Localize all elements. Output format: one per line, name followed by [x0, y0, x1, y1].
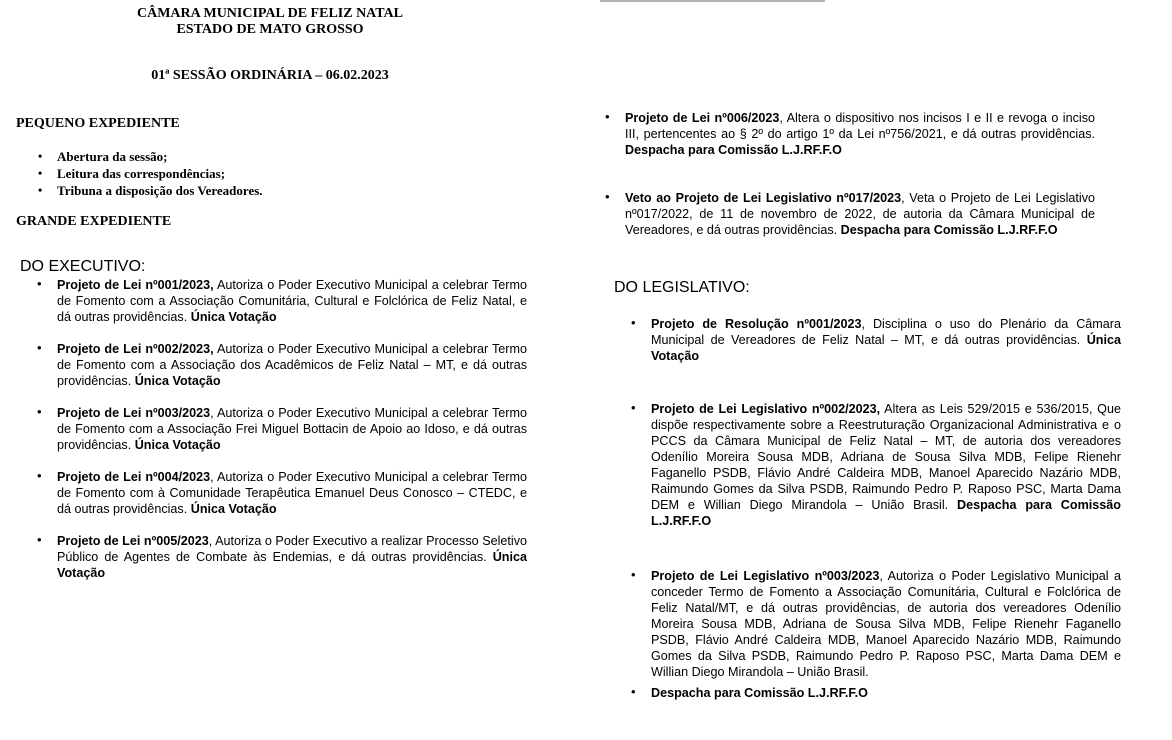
bullet-icon: • — [631, 315, 636, 330]
pequeno-expediente-list — [38, 148, 263, 199]
list-item: • Projeto de Lei nº001/2023, Autoriza o Poder Executivo Municipal a celebrar Termo de Fomento com a Associação Comunitária, Cultural e Folclórica de Feliz Natal, e dá outras providências. Única Votação — [37, 276, 527, 324]
list-item: • Projeto de Lei Legislativo nº003/2023, Autoriza o Poder Legislativo Municipal a conceder Termo de Fomento a Associação Comunitária, Cultural e Folclórica de Feliz Natal/MT, e dá outras providências, de autoria dos vereadores Odenílio Moreira Sousa MDB, Adriana de Sousa Silva MDB, Felipe Rienehr Faganello PSDB, Flávio André Caldeira MDB, Manoel Aparecido Nazário MDB, Raimundo Gomes da Silva PSDB, Raimundo Pedro P. Raposo PSC, Marta Dama DEM e Willian Diego Mirandola – União Brasil. — [631, 567, 1121, 679]
bullet-icon: • — [37, 340, 42, 355]
bullet-icon: • — [37, 532, 42, 547]
list-item: • Projeto de Resolução nº001/2023, Disciplina o uso do Plenário da Câmara Municipal de Vereadores de Feliz Natal – MT, e dá outras providências. Única Votação — [631, 315, 1121, 363]
page-edge-bar — [600, 0, 825, 2]
bullet-icon: • — [37, 468, 42, 483]
session-title: 01ª SESSÃO ORDINÁRIA – 06.02.2023 — [151, 68, 389, 83]
grande-expediente-heading: GRANDE EXPEDIENTE — [16, 214, 172, 229]
bullet-icon: • — [631, 567, 636, 582]
document-header — [100, 6, 440, 38]
bullet-icon: • — [38, 166, 43, 180]
list-item: • Projeto de Lei nº004/2023, Autoriza o Poder Executivo Municipal a celebrar Termo de Fomento com à Comunidade Terapêutica Emanuel Deus Conosco – CTEDC, e dá outras providências. Única Votação — [37, 468, 527, 516]
pequeno-expediente-heading: PEQUENO EXPEDIENTE — [16, 116, 180, 131]
list-item: • Tribuna a disposição dos Vereadores. — [38, 183, 263, 198]
list-item: • Abertura da sessão; — [38, 149, 168, 164]
list-item: • Projeto de Lei nº003/2023, Autoriza o Poder Executivo Municipal a celebrar Termo de Fomento com a Associação Frei Miguel Bottacin de Apoio ao Idoso, e dá outras providências. Única Votação — [37, 404, 527, 452]
list-item: • Projeto de Lei Legislativo nº002/2023, Altera as Leis 529/2015 e 536/2015, Que dispõe respectivamente sobre a Reestruturação Organizacional Administrativa e o PCCS da Câmara Municipal de Feliz Natal – MT, de autoria dos vereadores Odenílio Moreira Sousa MDB, Adriana de Sousa Silva MDB, Felipe Rienehr Faganello PSDB, Flávio André Caldeira MDB, Manoel Aparecido Nazário MDB, Raimundo Gomes da Silva PSDB, Raimundo Pedro P. Raposo PSC, Marta Dama DEM e Willian Diego Mirandola – União Brasil. Despacha para Comissão L.J.RF.F.O — [631, 400, 1121, 528]
state-name: ESTADO DE MATO GROSSO — [176, 22, 364, 37]
bullet-icon: • — [631, 400, 636, 415]
list-item: • Veto ao Projeto de Lei Legislativo nº017/2023, Veta o Projeto de Lei Legislativo nº017/2022, de 11 de novembro de 2022, de autoria da Câmara Municipal de Vereadores, e dá outras providências. Despacha para Comissão L.J.RF.F.O — [605, 189, 1096, 237]
list-item: • Despacha para Comissão L.J.RF.F.O — [631, 684, 868, 700]
bullet-icon: • — [605, 189, 610, 204]
chamber-name: CÂMARA MUNICIPAL DE FELIZ NATAL — [136, 6, 403, 21]
bullet-icon: • — [605, 109, 610, 124]
bullet-icon: • — [37, 276, 42, 291]
bullet-icon: • — [37, 404, 42, 419]
bullet-icon: • — [38, 183, 43, 197]
executivo-heading: DO EXECUTIVO: — [20, 258, 146, 275]
list-item: • Projeto de Lei nº006/2023, Altera o dispositivo nos incisos I e II e revoga o inciso III, pertencentes ao § 2º do artigo 1º da Lei nº756/2021, e dá outras providências. Despacha para Comissão L.J.RF.F.O — [605, 109, 1095, 157]
legislativo-heading: DO LEGISLATIVO: — [614, 279, 750, 296]
list-item: • Leitura das correspondências; — [38, 166, 226, 181]
bullet-icon: • — [631, 684, 636, 699]
bullet-icon: • — [38, 149, 43, 163]
list-item: • Projeto de Lei nº005/2023, Autoriza o Poder Executivo a realizar Processo Seletivo Público de Agentes de Combate às Endemias, e dá outras providências. Única Votação — [37, 532, 527, 580]
list-item: • Projeto de Lei nº002/2023, Autoriza o Poder Executivo Municipal a celebrar Termo de Fomento com a Associação dos Acadêmicos de Feliz Natal – MT, e dá outras providências. Única Votação — [37, 340, 527, 388]
